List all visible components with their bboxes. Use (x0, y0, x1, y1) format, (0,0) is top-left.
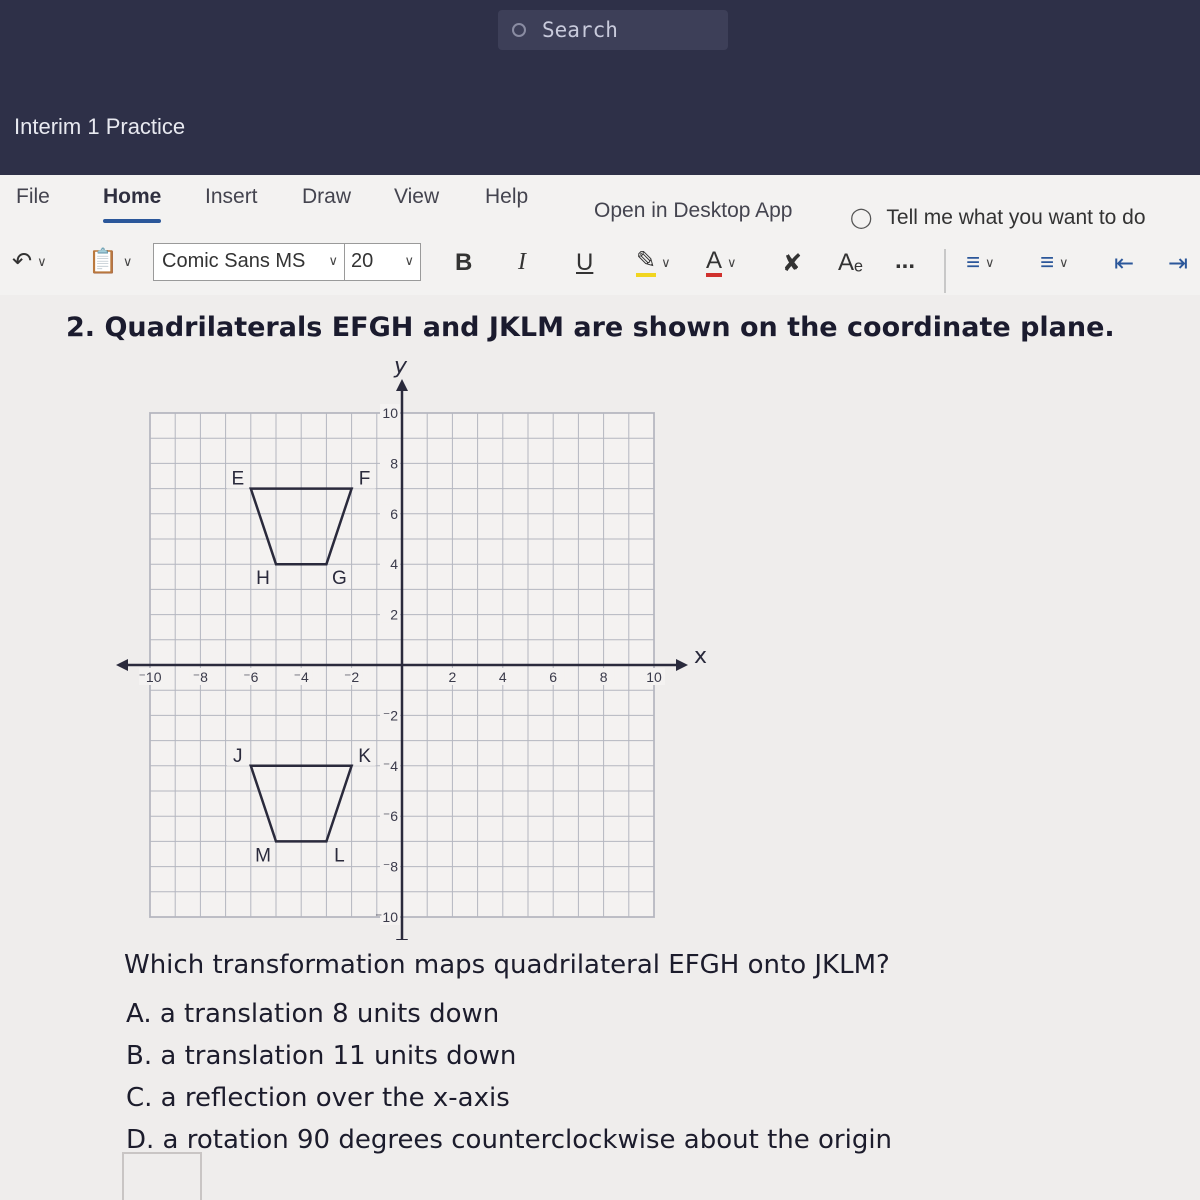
more-options-button[interactable]: ... (895, 247, 916, 274)
tab-insert[interactable]: Insert (205, 185, 258, 208)
x-tick-label: ⁻2 (344, 669, 360, 685)
chevron-down-icon: ∨ (1059, 255, 1069, 270)
font-color-button[interactable] (706, 249, 737, 277)
x-tick-label: 2 (448, 669, 457, 685)
x-axis-arrow-right (676, 659, 688, 671)
styles-button[interactable] (838, 249, 863, 277)
x-axis-arrow-left (116, 659, 128, 671)
font-color-icon: A (706, 249, 722, 277)
tab-help[interactable]: Help (485, 185, 529, 208)
ribbon (0, 175, 1200, 295)
vertex-label-j: J (233, 745, 243, 767)
font-name-select[interactable] (153, 243, 345, 281)
vertex-label-l: L (334, 845, 345, 867)
y-tick-label: ⁻4 (382, 757, 398, 774)
vertex-label-f: F (358, 468, 371, 490)
y-tick-label: 4 (390, 556, 398, 573)
tell-me-label: Tell me what you want to do (886, 205, 1146, 229)
x-tick-label: 8 (599, 669, 608, 685)
font-name-value: Comic Sans MS (162, 250, 306, 272)
answer-choices (126, 993, 892, 1161)
font-size-select[interactable] (345, 243, 421, 281)
vertex-label-h: H (256, 568, 270, 590)
eraser-icon: ✘ (782, 250, 803, 277)
y-tick-label: 10 (382, 405, 398, 421)
y-tick-label: 2 (390, 606, 398, 623)
numbering-button[interactable] (1040, 249, 1069, 277)
y-tick-label: 6 (390, 505, 398, 522)
y-tick-label: ⁻8 (382, 858, 398, 875)
choice-d: D. a rotation 90 degrees counterclockwise about the origin (126, 1125, 893, 1155)
document-title: Interim 1 Practice (14, 114, 186, 139)
italic-button[interactable]: I (518, 249, 526, 275)
y-tick-label: 8 (390, 455, 398, 472)
x-tick-label: 6 (549, 669, 558, 685)
chevron-down-icon: ∨ (661, 255, 671, 270)
tab-home[interactable]: Home (103, 185, 162, 208)
x-tick-label: 4 (498, 669, 507, 685)
bullets-button[interactable] (966, 249, 995, 277)
answer-input-box[interactable] (122, 1152, 202, 1200)
clipboard-button[interactable] (88, 247, 132, 276)
font-size-value: 20 (351, 250, 374, 272)
choice-c: C. a reflection over the x-axis (126, 1083, 510, 1113)
x-tick-label: ⁻10 (138, 669, 162, 685)
highlight-button[interactable] (636, 249, 671, 277)
chevron-down-icon: ∨ (985, 255, 995, 270)
y-tick-label: ⁻2 (382, 707, 398, 724)
decrease-indent-icon: ⇤ (1114, 250, 1135, 277)
search-box[interactable] (498, 10, 728, 50)
lightbulb-icon: ◯ (850, 207, 873, 229)
chevron-down-icon: ∨ (37, 253, 47, 269)
chevron-down-icon: ∨ (727, 255, 737, 270)
y-axis-arrow-up (396, 379, 408, 391)
styles-icon: Aₑ (838, 249, 863, 276)
highlighter-icon: ✎ (636, 249, 656, 277)
underline-button[interactable]: U (576, 249, 594, 276)
increase-indent-button[interactable] (1168, 249, 1188, 278)
y-axis-arrow-down (396, 939, 408, 940)
chevron-down-icon: ∨ (122, 253, 133, 269)
coordinate-plane (110, 350, 730, 940)
y-tick-label: ⁻10 (375, 909, 398, 925)
y-axis-label: y (394, 354, 408, 379)
x-tick-label: 10 (646, 669, 662, 685)
vertex-label-k: K (358, 745, 371, 767)
search-placeholder: Search (542, 18, 618, 42)
decrease-indent-button[interactable] (1114, 249, 1134, 278)
tab-file[interactable]: File (16, 185, 50, 208)
chevron-down-icon: ∨ (328, 253, 338, 268)
undo-icon: ↶ (12, 248, 33, 275)
increase-indent-icon: ⇥ (1168, 250, 1189, 277)
choice-a: A. a translation 8 units down (126, 999, 500, 1029)
clipboard-icon: 📋 (88, 248, 118, 275)
question-text: 2. Quadrilaterals EFGH and JKLM are shown on the coordinate plane. (66, 312, 1115, 343)
open-desktop-app-button[interactable]: Open in Desktop App (594, 199, 793, 222)
question-prompt: Which transformation maps quadrilateral EFGH onto JKLM? (124, 950, 890, 980)
title-bar (0, 0, 1200, 175)
bullet-list-icon: ≡ (966, 249, 981, 276)
vertex-label-g: G (332, 568, 347, 590)
y-tick-label: ⁻6 (382, 808, 398, 825)
tab-view[interactable]: View (394, 185, 440, 208)
toolbar-divider (944, 249, 946, 293)
x-axis-label: x (694, 644, 708, 669)
ribbon-tabs (0, 185, 1200, 229)
search-icon (512, 23, 526, 37)
numbered-list-icon: ≡ (1040, 249, 1055, 276)
undo-button[interactable] (12, 247, 47, 276)
vertex-label-m: M (255, 845, 271, 867)
tab-draw[interactable]: Draw (302, 185, 352, 208)
x-tick-label: ⁻8 (192, 669, 208, 685)
choice-b: B. a translation 11 units down (126, 1041, 517, 1071)
vertex-label-e: E (231, 468, 245, 490)
x-tick-label: ⁻6 (243, 669, 259, 685)
tell-me-search[interactable] (850, 205, 1146, 230)
clear-formatting-button[interactable] (782, 249, 802, 278)
x-tick-label: ⁻4 (293, 669, 309, 685)
bold-button[interactable]: B (455, 249, 473, 276)
chevron-down-icon: ∨ (404, 253, 414, 268)
